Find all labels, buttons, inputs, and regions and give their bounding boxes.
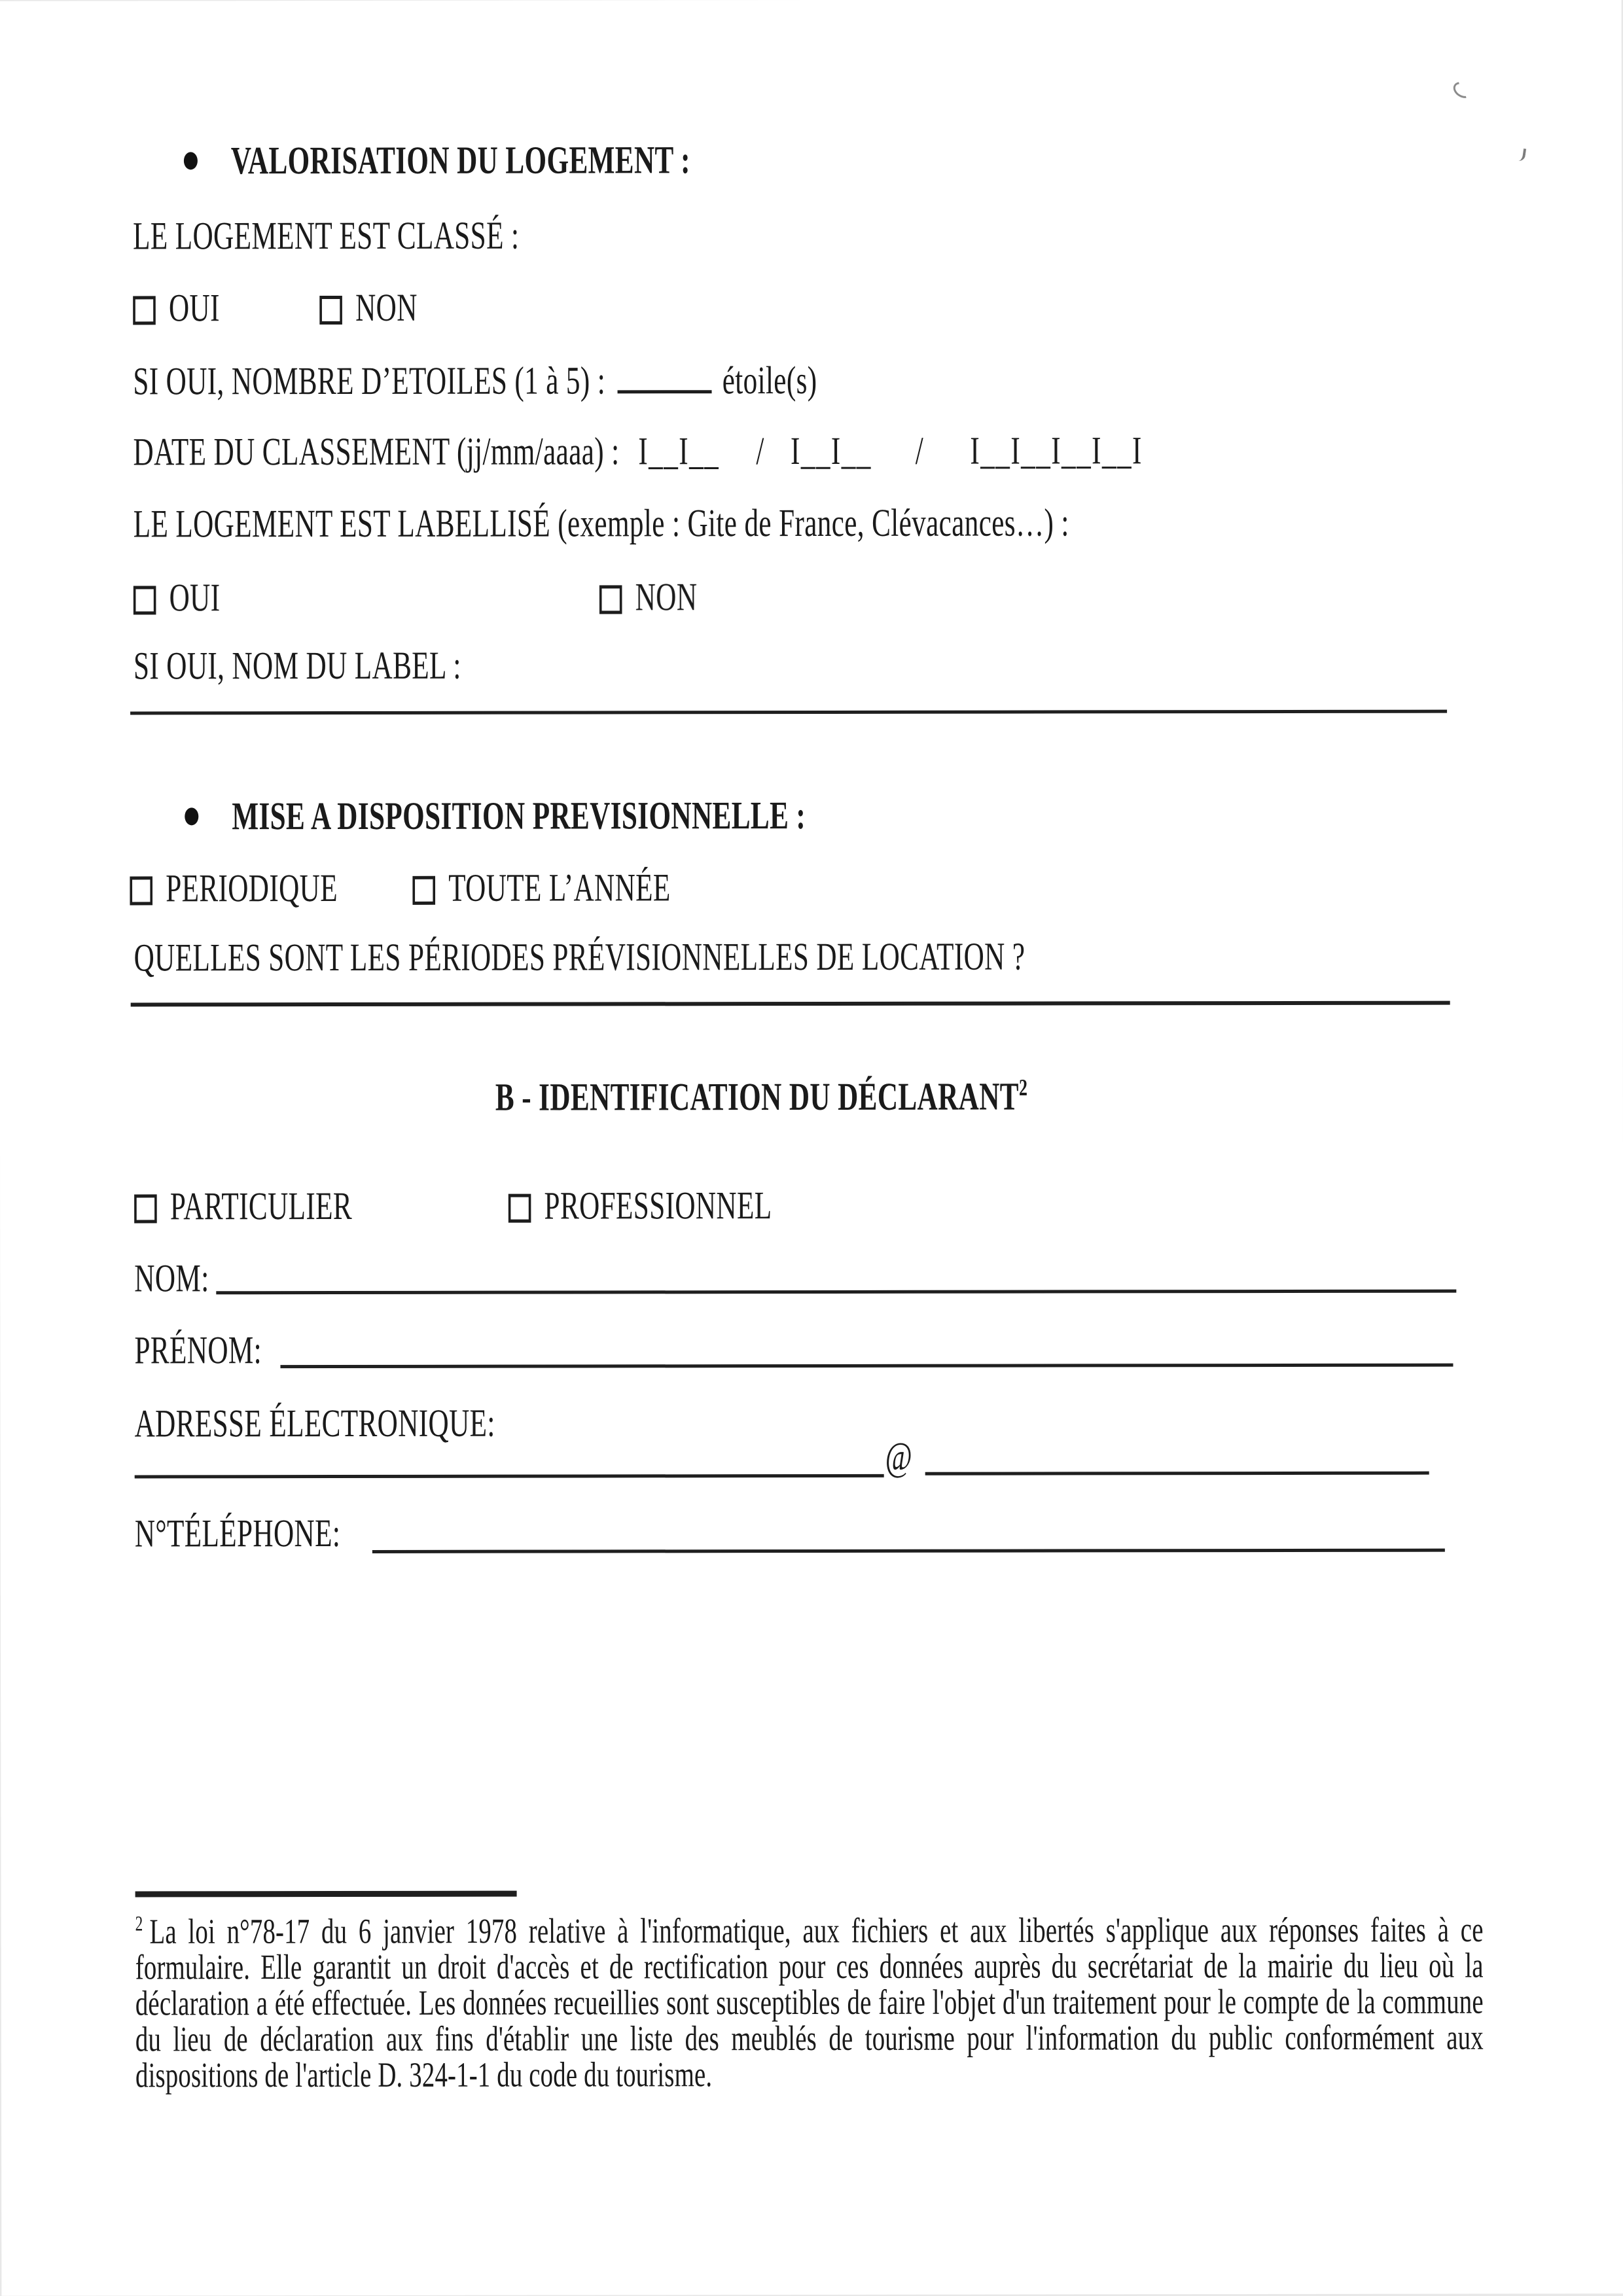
date-separator: / <box>756 429 764 473</box>
scan-speck <box>1450 79 1474 101</box>
footnote-reference: 2 <box>1018 1074 1027 1101</box>
footnote-separator <box>135 1891 517 1898</box>
labelled-oui-option <box>134 575 221 620</box>
checkbox-labelled-non[interactable] <box>599 585 622 614</box>
toute-annee-label: TOUTE L’ANNÉE <box>448 866 671 910</box>
classed-oui-label: OUI <box>168 286 220 330</box>
phone-label: N°TÉLÉPHONE: <box>134 1511 341 1555</box>
label-name-label: SI OUI, NOM DU LABEL : <box>133 643 461 688</box>
nom-label: NOM: <box>134 1256 209 1300</box>
email-local-input-line[interactable] <box>135 1474 884 1479</box>
stars-suffix: étoile(s) <box>722 358 817 402</box>
checkbox-classed-oui[interactable] <box>133 296 156 325</box>
rental-periods-question: QUELLES SONT LES PÉRIODES PRÉVISIONNELLES DE LOCATION ? <box>134 934 1026 980</box>
rental-periods-input-line[interactable] <box>131 1001 1450 1007</box>
professionnel-option <box>508 1183 772 1229</box>
particulier-label: PARTICULIER <box>169 1184 353 1228</box>
footnote-marker: 2 <box>135 1912 143 1936</box>
labelled-oui-label: OUI <box>169 576 221 620</box>
at-sign: @ <box>885 1434 913 1479</box>
classed-oui-option <box>133 285 220 330</box>
email-label: ADRESSE ÉLECTRONIQUE: <box>134 1401 495 1445</box>
nom-input-line[interactable] <box>216 1290 1456 1295</box>
checkbox-particulier[interactable] <box>134 1194 157 1223</box>
bullet-icon <box>184 152 198 169</box>
section-title-identification: B - IDENTIFICATION DU DÉCLARANT$^2$ <box>495 1074 1027 1119</box>
phone-input-line[interactable] <box>372 1549 1445 1553</box>
label-name-input-line[interactable] <box>130 710 1447 715</box>
labelled-non-label: NON <box>635 575 698 619</box>
checkbox-professionnel[interactable] <box>508 1194 531 1223</box>
scan-speck <box>1516 148 1527 162</box>
email-domain-input-line[interactable] <box>925 1472 1429 1475</box>
checkbox-labelled-oui[interactable] <box>134 586 156 614</box>
classification-date-row <box>133 428 1142 474</box>
checkbox-classed-non[interactable] <box>319 296 342 325</box>
classed-non-label: NON <box>355 285 418 329</box>
prenom-label: PRÉNOM: <box>134 1328 262 1372</box>
periodique-option <box>130 866 338 911</box>
toute-annee-option <box>412 865 670 911</box>
classed-label: LE LOGEMENT EST CLASSÉ : <box>133 213 520 258</box>
section-title-valorisation: VALORISATION DU LOGEMENT : <box>230 138 690 183</box>
professionnel-label: PROFESSIONNEL <box>544 1184 772 1227</box>
section-title-mise-a-disposition: MISE A DISPOSITION PREVISIONNELLE : <box>232 794 806 838</box>
date-day-field[interactable]: I__I__ <box>638 429 720 473</box>
date-year-field[interactable]: I__I__I__I__I <box>970 429 1143 472</box>
footnote-text: $^2$ La loi n°78-17 du 6 janvier 1978 relative à l'informatique, aux fichiers et aux libertés s'applique aux réponses faites à ce formulaire. Elle garantit un droit d'accès et de rectification pour ces données auprès du secrétariat de la mairie du lieu où la déclaration a été effectuée. Les données recueillies sont susceptibles de faire l'objet d'un traitement pour le compte de la commune du lieu de déclaration aux fins d'établir une liste des meublés de tourisme pour l'information du public conformément aux dispositions de l'article D. 324-1-1 du code du tourisme. <box>135 1910 1484 2095</box>
date-month-field[interactable]: I__I__ <box>790 429 872 473</box>
stars-label: SI OUI, NOMBRE D’ETOILES (1 à 5) : <box>133 359 606 403</box>
labelled-label: LE LOGEMENT EST LABELLISÉ (exemple : Gite de France, Clévacances…) : <box>133 501 1069 546</box>
bullet-icon <box>185 807 198 825</box>
periodique-label: PERIODIQUE <box>166 866 338 910</box>
classed-non-option <box>319 285 417 330</box>
stars-row <box>133 355 817 404</box>
prenom-input-line[interactable] <box>280 1364 1453 1369</box>
labelled-non-option <box>599 574 697 620</box>
stars-input-line[interactable] <box>618 355 712 393</box>
checkbox-periodique[interactable] <box>130 876 152 905</box>
date-separator: / <box>915 429 924 472</box>
checkbox-toute-annee[interactable] <box>412 876 435 905</box>
classification-date-label: DATE DU CLASSEMENT (jj/mm/aaaa) : <box>133 429 620 474</box>
particulier-option <box>134 1184 352 1229</box>
